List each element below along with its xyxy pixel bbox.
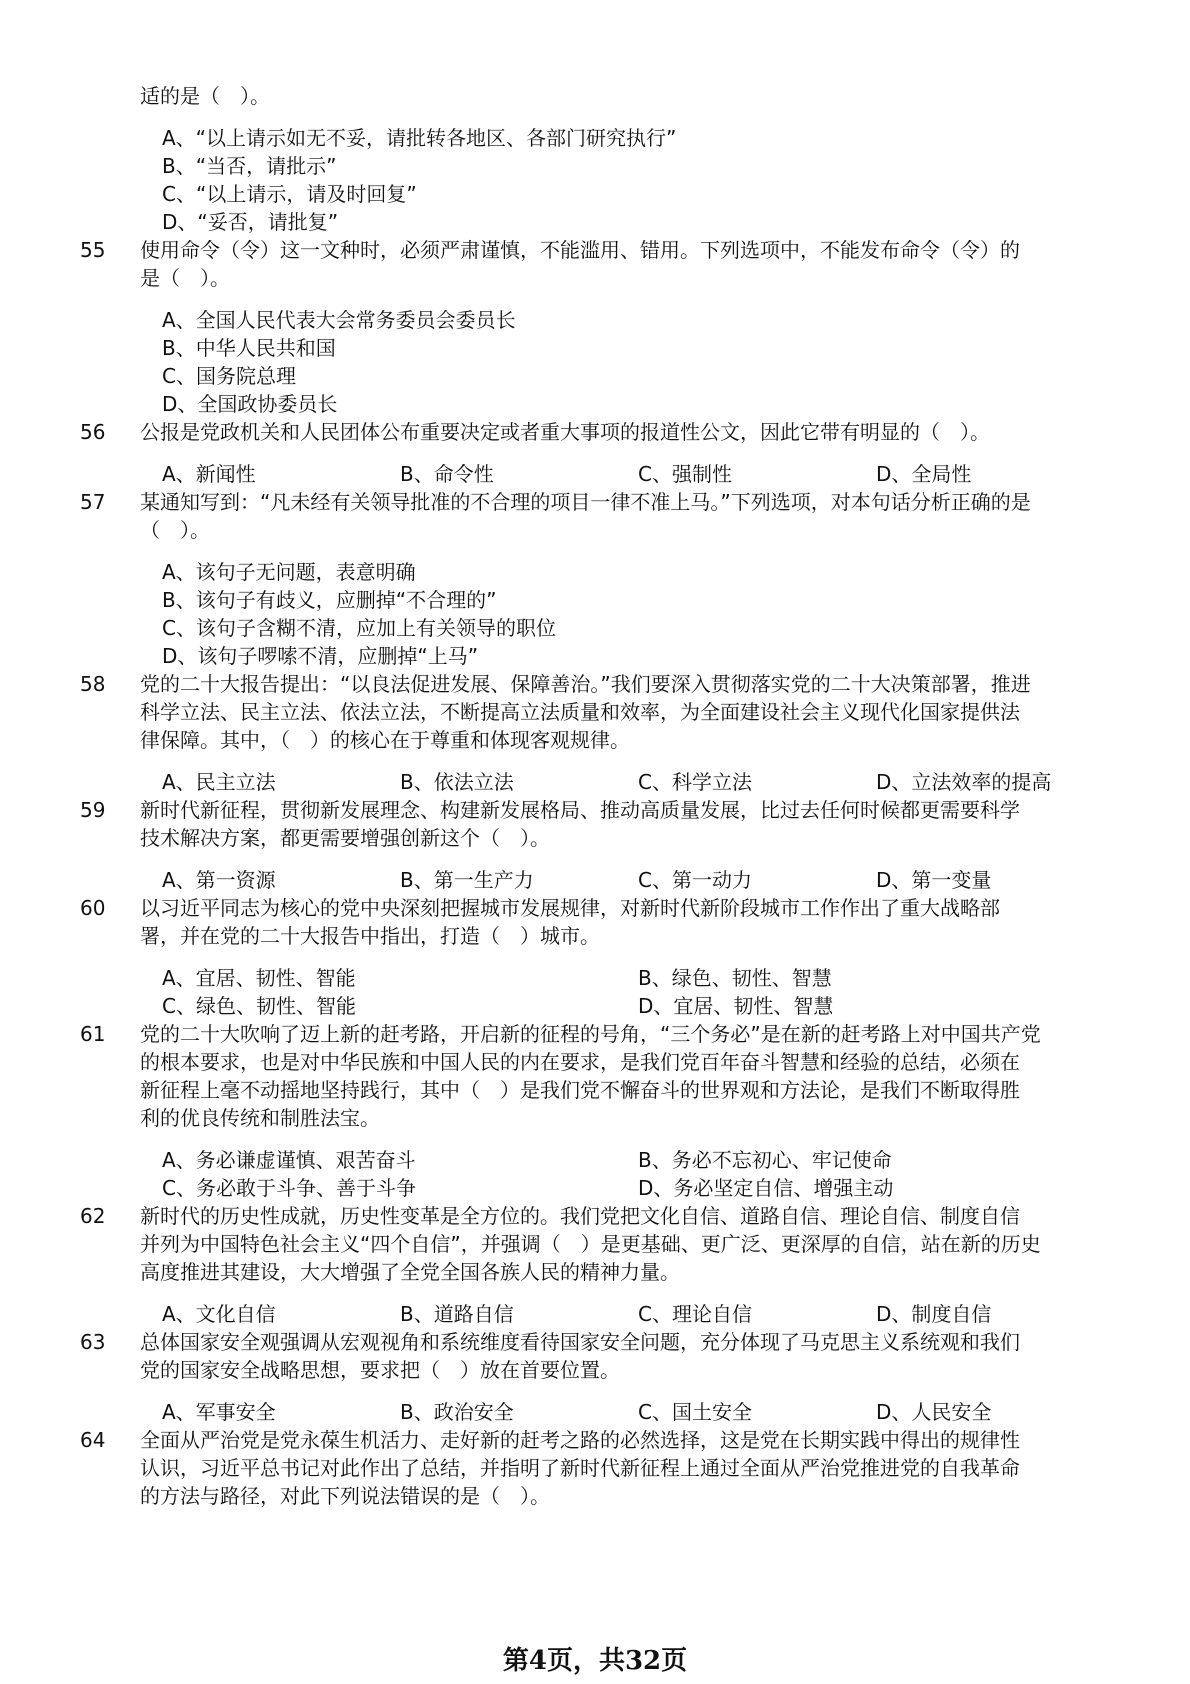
question-stem-line: 署，并在党的二十大报告中指出，打造（ ）城市。: [140, 924, 600, 948]
option-c: C、务必敢于斗争、善于斗争: [162, 1176, 416, 1200]
option-b: B、绿色、韧性、智慧: [638, 966, 832, 990]
option-d: D、务必坚定自信、增强主动: [638, 1176, 894, 1200]
option-c: C、国务院总理: [162, 364, 296, 388]
option-b: B、中华人民共和国: [162, 336, 336, 360]
option-c: C、该句子含糊不清，应加上有关领导的职位: [162, 616, 556, 640]
question-stem-line: 公报是党政机关和人民团体公布重要决定或者重大事项的报道性公文，因此它带有明显的（ ）。: [140, 420, 990, 444]
option-d: D、“妥否，请批复”: [162, 210, 339, 234]
question-stem-line: 党的国家安全战略思想，要求把（ ）放在首要位置。: [140, 1358, 620, 1382]
option-c: C、国土安全: [638, 1400, 752, 1424]
option-d: D、宜居、韧性、智慧: [638, 994, 834, 1018]
question-number: 62: [80, 1204, 106, 1228]
option-b: B、第一生产力: [400, 868, 534, 892]
option-b: B、务必不忘初心、牢记使命: [638, 1148, 892, 1172]
option-d: D、全局性: [876, 462, 972, 486]
option-b: B、“当否，请批示”: [162, 154, 337, 178]
option-a: A、民主立法: [162, 770, 276, 794]
option-d: D、立法效率的提高: [876, 770, 1052, 794]
option-c: C、理论自信: [638, 1302, 752, 1326]
question-stem-line: 全面从严治党是党永葆生机活力、走好新的赶考之路的必然选择，这是党在长期实践中得出的规律性: [140, 1428, 1020, 1452]
option-a: A、文化自信: [162, 1302, 276, 1326]
question-number: 64: [80, 1428, 106, 1452]
option-b: B、依法立法: [400, 770, 514, 794]
option-d: D、全国政协委员长: [162, 392, 338, 416]
question-stem-line: 的根本要求，也是对中华民族和中国人民的内在要求，是我们党百年奋斗智慧和经验的总结，必须在: [140, 1050, 1020, 1074]
question-stem-line: 总体国家安全观强调从宏观视角和系统维度看待国家安全问题，充分体现了马克思主义系统观和我们: [140, 1330, 1020, 1354]
option-a: A、“以上请示如无不妥，请批转各地区、各部门研究执行”: [162, 126, 677, 150]
question-stem-line: 某通知写到：“凡未经有关领导批准的不合理的项目一律不准上马。”下列选项，对本句话分析正确的是: [140, 490, 1031, 514]
option-a: A、全国人民代表大会常务委员会委员长: [162, 308, 516, 332]
question-number: 55: [80, 238, 106, 262]
option-d: D、第一变量: [876, 868, 992, 892]
question-number: 63: [80, 1330, 106, 1354]
question-stem-line: 并列为中国特色社会主义“四个自信”，并强调（ ）是更基础、更广泛、更深厚的自信，站在新的历史: [140, 1232, 1041, 1256]
question-stem-line: 高度推进其建设，大大增强了全党全国各族人民的精神力量。: [140, 1260, 680, 1284]
question-stem-line: 的方法与路径，对此下列说法错误的是（ ）。: [140, 1484, 550, 1508]
question-number: 57: [80, 490, 106, 514]
option-a: A、务必谦虚谨慎、艰苦奋斗: [162, 1148, 416, 1172]
option-c: C、“以上请示，请及时回复”: [162, 182, 417, 206]
option-a: A、新闻性: [162, 462, 256, 486]
option-b: B、政治安全: [400, 1400, 514, 1424]
option-c: C、科学立法: [638, 770, 752, 794]
option-d: D、制度自信: [876, 1302, 992, 1326]
option-d: D、人民安全: [876, 1400, 992, 1424]
question-stem-line: 新时代新征程，贯彻新发展理念、构建新发展格局、推动高质量发展，比过去任何时候都更需要科学: [140, 798, 1020, 822]
question-stem-line: 党的二十大报告提出：“以良法促进发展、保障善治。”我们要深入贯彻落实党的二十大决策部署，推进: [140, 672, 1031, 696]
option-a: A、宜居、韧性、智能: [162, 966, 356, 990]
question-stem-line: 科学立法、民主立法、依法立法，不断提高立法质量和效率，为全面建设社会主义现代化国家提供法: [140, 700, 1020, 724]
question-stem-line: 新征程上毫不动摇地坚持践行，其中（ ）是我们党不懈奋斗的世界观和方法论，是我们不断取得胜: [140, 1078, 1020, 1102]
question-stem-line: 是（ ）。: [140, 266, 230, 290]
page-footer: 第4页，共32页: [502, 1646, 688, 1676]
question-stem-line: 利的优良传统和制胜法宝。: [140, 1106, 380, 1130]
option-b: B、道路自信: [400, 1302, 514, 1326]
option-a: A、军事安全: [162, 1400, 276, 1424]
option-b: B、该句子有歧义，应删掉“不合理的”: [162, 588, 497, 612]
question-number: 60: [80, 896, 106, 920]
option-c: C、强制性: [638, 462, 732, 486]
question-stem-line: 党的二十大吹响了迈上新的赶考路，开启新的征程的号角，“三个务必”是在新的赶考路上对中国共产党: [140, 1022, 1041, 1046]
question-stem-line: 律保障。其中，（ ）的核心在于尊重和体现客观规律。: [140, 728, 630, 752]
option-d: D、该句子啰嗦不清，应删掉“上马”: [162, 644, 479, 668]
question-stem-line: 技术解决方案，都更需要增强创新这个（ ）。: [140, 826, 550, 850]
question-number: 61: [80, 1022, 106, 1046]
question-stem-line: 适的是（ ）。: [140, 84, 270, 108]
question-stem-line: 使用命令（令）这一文种时，必须严肃谨慎，不能滥用、错用。下列选项中，不能发布命令（令）的: [140, 238, 1020, 262]
question-number: 58: [80, 672, 106, 696]
question-stem-line: 认识，习近平总书记对此作出了总结，并指明了新时代新征程上通过全面从严治党推进党的自我革命: [140, 1456, 1020, 1480]
option-b: B、命令性: [400, 462, 494, 486]
question-stem-line: 新时代的历史性成就，历史性变革是全方位的。我们党把文化自信、道路自信、理论自信、制度自信: [140, 1204, 1020, 1228]
option-a: A、该句子无问题，表意明确: [162, 560, 416, 584]
question-number: 59: [80, 798, 106, 822]
option-a: A、第一资源: [162, 868, 276, 892]
question-stem-line: 以习近平同志为核心的党中央深刻把握城市发展规律，对新时代新阶段城市工作作出了重大战略部: [140, 896, 1000, 920]
option-c: C、绿色、韧性、智能: [162, 994, 356, 1018]
option-c: C、第一动力: [638, 868, 752, 892]
question-stem-line: （ ）。: [140, 518, 210, 542]
question-number: 56: [80, 420, 106, 444]
